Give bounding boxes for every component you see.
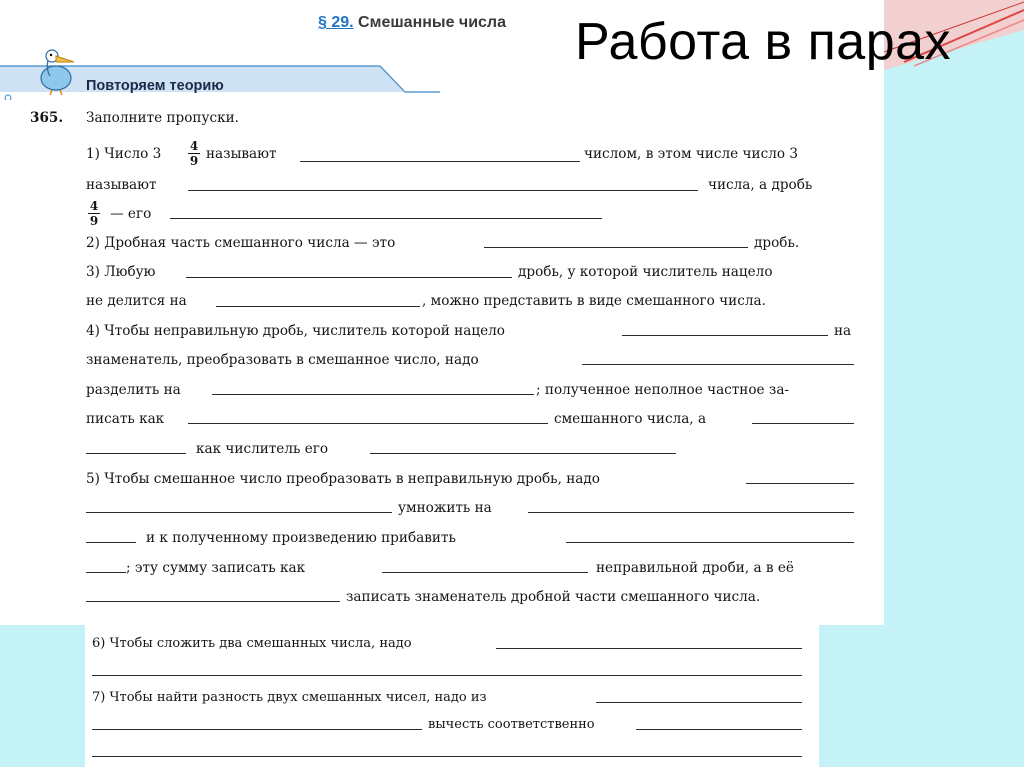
blank-line[interactable] [92,756,802,757]
item2-text-a: 2) Дробная часть смешанного числа — это [86,235,396,251]
item5-text-c: и к полученному произведению прибавить [146,530,456,546]
item7-text-b: вычесть соответственно [428,717,595,732]
section-name: Смешанные числа [358,14,506,31]
item3-text-d: , можно представить в виде смешанного числа. [422,293,766,309]
exercise-number: 365. [30,110,64,126]
fraction-denominator: 9 [189,154,199,168]
blank-line[interactable] [216,306,420,307]
blank-line[interactable] [186,277,512,278]
theory-heading: Повторяем теорию [86,78,224,94]
blank-line[interactable] [622,335,828,336]
blank-line[interactable] [188,190,698,191]
blank-line[interactable] [300,161,580,162]
blank-line[interactable] [496,648,802,649]
item1-text-f: — его [110,206,152,222]
blank-line[interactable] [170,218,602,219]
section-title [318,14,506,32]
fraction-numerator: 4 [189,139,199,153]
blank-line[interactable] [86,542,136,543]
blank-line[interactable] [528,512,854,513]
item5-text-d: ; эту сумму записать как [126,560,306,576]
pelican-icon [32,44,80,96]
item1-text-a: 1) Число 3 [86,146,162,162]
item6-text-a: 6) Чтобы сложить два смешанных числа, надо [92,636,412,651]
item1-fraction-2 [88,200,100,227]
item5-text-f: записать знаменатель дробной части смешанного числа. [346,589,761,605]
item4-text-e: ; полученное неполное частное за- [536,382,790,398]
item7-text-a: 7) Чтобы найти разность двух смешанных чисел, надо из [92,690,487,705]
blank-line[interactable] [92,729,422,730]
item5-text-a: 5) Чтобы смешанное число преобразовать в неправильную дробь, надо [86,471,600,487]
item4-text-d: разделить на [86,382,181,398]
blank-line[interactable] [636,729,802,730]
blank-line[interactable] [746,483,854,484]
section-number: § 29. [318,14,354,31]
blank-line[interactable] [566,542,854,543]
item1-fraction [188,140,200,167]
item3-text-b: дробь, у которой числитель нацело [518,264,773,280]
slide-headline: Работа в парах [575,13,952,71]
blank-line[interactable] [86,572,126,573]
blank-line[interactable] [188,423,548,424]
item4-text-g: смешанного числа, а [554,411,707,427]
item3-text-c: не делится на [86,293,187,309]
item1-text-c: числом, в этом числе число 3 [584,146,798,162]
blank-line[interactable] [596,702,802,703]
blank-line[interactable] [370,453,676,454]
blank-line[interactable] [212,394,534,395]
item4-text-f: писать как [86,411,165,427]
fraction-numerator: 4 [89,199,99,213]
blank-line[interactable] [582,364,854,365]
item1-text-b: называют [206,146,277,162]
blank-line[interactable] [752,423,854,424]
exercise-instruction: Заполните пропуски. [86,110,239,126]
blank-line[interactable] [92,675,802,676]
blank-line[interactable] [86,601,340,602]
blank-line[interactable] [86,512,392,513]
item3-text-a: 3) Любую [86,264,156,280]
item4-text-b: на [834,323,852,339]
item1-text-e: числа, а дробь [708,177,813,193]
blank-line[interactable] [382,572,588,573]
item5-text-e: неправильной дроби, а в её [596,560,794,576]
item1-text-d: называют [86,177,157,193]
item5-text-b: умножить на [398,500,492,516]
item4-text-h: как числитель его [196,441,329,457]
fraction-denominator: 9 [89,214,99,228]
item2-text-b: дробь. [754,235,800,251]
blank-line[interactable] [86,453,186,454]
blank-line[interactable] [484,247,748,248]
item4-text-a: 4) Чтобы неправильную дробь, числитель которой нацело [86,323,505,339]
item4-text-c: знаменатель, преобразовать в смешанное число, надо [86,352,479,368]
